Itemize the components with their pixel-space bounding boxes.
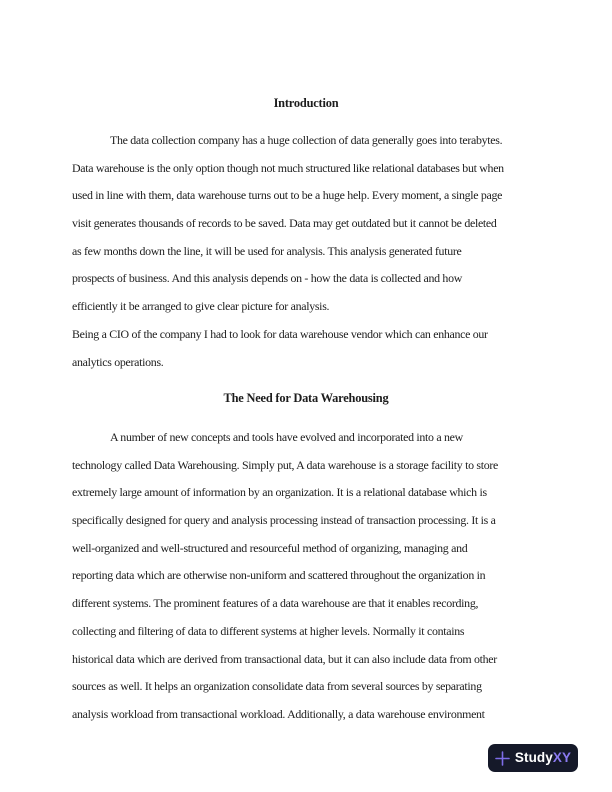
text-line: reporting data which are otherwise non-uniform and scattered throughout the organization in <box>72 568 486 583</box>
text-line: prospects of business. And this analysis depends on - how the data is collected and how <box>72 271 462 286</box>
brand-text: Study <box>514 750 553 766</box>
brand-wordmark <box>515 751 571 765</box>
text-line: as few months down the line, it will be used for analysis. This analysis generated future <box>72 243 462 258</box>
section-heading-need-for-data-warehousing: The Need for Data Warehousing <box>223 391 389 405</box>
text-line: efficiently it be arranged to give clear picture for analysis. <box>72 299 330 314</box>
plus-icon <box>495 751 510 766</box>
text-line: used in line with them, data warehouse turns out to be a huge help. Every moment, a single page <box>72 188 503 203</box>
studyxy-watermark <box>488 744 578 772</box>
brand-accent-text: XY <box>552 750 572 766</box>
paragraph-introduction <box>72 127 540 376</box>
section-heading-introduction: Introduction <box>273 96 339 110</box>
text-line: different systems. The prominent features of a data warehouse are that it enables recording, <box>72 596 479 611</box>
text-line: historical data which are derived from transactional data, but it can also include data from other <box>72 651 497 666</box>
text-line: technology called Data Warehousing. Simply put, A data warehouse is a storage facility to store <box>72 457 499 472</box>
text-line: collecting and filtering of data to different systems at higher levels. Normally it contains <box>72 623 465 638</box>
text-line: The data collection company has a huge collection of data generally goes into terabytes. <box>110 133 503 147</box>
text-line: well-organized and well-structured and resourceful method of organizing, managing and <box>72 540 468 555</box>
paragraph-need-for-data-warehousing <box>72 424 540 729</box>
text-line: extremely large amount of information by an organization. It is a relational database which is <box>72 485 487 500</box>
text-line: A number of new concepts and tools have evolved and incorporated into a new <box>110 430 463 444</box>
text-line: Data warehouse is the only option though not much structured like relational databases but when <box>72 160 504 175</box>
text-line: sources as well. It helps an organization consolidate data from several sources by separating <box>72 679 482 694</box>
text-line: analytics operations. <box>72 354 164 369</box>
text-line: Being a CIO of the company I had to look for data warehouse vendor which can enhance our <box>72 326 488 341</box>
text-line: specifically designed for query and analysis processing instead of transaction processing. It is a <box>72 513 496 528</box>
text-line: analysis workload from transactional workload. Additionally, a data warehouse environment <box>72 706 485 721</box>
text-line: visit generates thousands of records to be saved. Data may get outdated but it cannot be deleted <box>72 216 497 231</box>
